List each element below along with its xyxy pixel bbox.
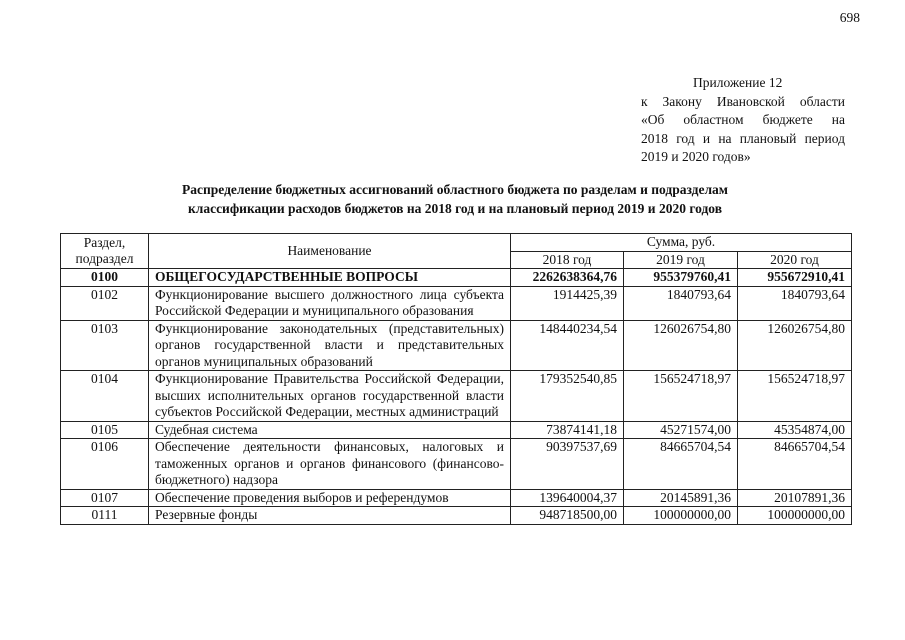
document-title-line: классификации расходов бюджетов на 2018 год и на плановый период 2019 и 2020 годов bbox=[187, 201, 723, 216]
appendix-line: «Об областном бюджете на bbox=[641, 112, 845, 127]
cell-name: Судебная система bbox=[149, 421, 511, 439]
cell-2019: 45271574,00 bbox=[624, 421, 738, 439]
cell-2019: 100000000,00 bbox=[624, 507, 738, 525]
table-row bbox=[61, 439, 852, 490]
table-row bbox=[61, 269, 852, 287]
cell-2020: 126026754,80 bbox=[738, 320, 852, 371]
cell-2019: 156524718,97 bbox=[624, 371, 738, 422]
cell-name: Резервные фонды bbox=[149, 507, 511, 525]
cell-2018: 90397537,69 bbox=[511, 439, 624, 490]
header-sum: Сумма, руб. bbox=[511, 234, 852, 252]
cell-code: 0102 bbox=[61, 286, 149, 320]
cell-2018: 2262638364,76 bbox=[511, 269, 624, 287]
cell-2018: 148440234,54 bbox=[511, 320, 624, 371]
cell-2020: 156524718,97 bbox=[738, 371, 852, 422]
table-row bbox=[61, 371, 852, 422]
cell-name: Обеспечение проведения выборов и референдумов bbox=[149, 489, 511, 507]
table-body bbox=[61, 269, 852, 525]
cell-name: ОБЩЕГОСУДАРСТВЕННЫЕ ВОПРОСЫ bbox=[149, 269, 511, 287]
appendix-line: к Закону Ивановской области bbox=[641, 93, 845, 109]
budget-table bbox=[60, 233, 852, 525]
cell-2018: 73874141,18 bbox=[511, 421, 624, 439]
table-row bbox=[61, 507, 852, 525]
cell-2019: 126026754,80 bbox=[624, 320, 738, 371]
cell-code: 0104 bbox=[61, 371, 149, 422]
cell-code: 0106 bbox=[61, 439, 149, 490]
cell-2020: 84665704,54 bbox=[738, 439, 852, 490]
cell-name: Функционирование Правительства Российской Федерации, высших исполнительных органов государственной власти субъектов Российской Федерации, местных администраций bbox=[149, 371, 511, 422]
cell-code: 0105 bbox=[61, 421, 149, 439]
cell-2019: 955379760,41 bbox=[624, 269, 738, 287]
header-name: Наименование bbox=[149, 234, 511, 269]
table-row bbox=[61, 421, 852, 439]
cell-2018: 179352540,85 bbox=[511, 371, 624, 422]
cell-code: 0100 bbox=[61, 269, 149, 287]
table-row bbox=[61, 286, 852, 320]
cell-code: 0103 bbox=[61, 320, 149, 371]
page-number: 698 bbox=[839, 10, 860, 25]
appendix-line: 2018 год и на плановый период bbox=[641, 130, 845, 146]
appendix-line: 2019 и 2020 годов» bbox=[641, 149, 751, 164]
cell-2020: 20107891,36 bbox=[738, 489, 852, 507]
document-title-line: Распределение бюджетных ассигнований областного бюджета по разделам и подразделам bbox=[182, 182, 728, 197]
header-year-2019: 2019 год bbox=[624, 251, 738, 269]
cell-2020: 1840793,64 bbox=[738, 286, 852, 320]
cell-2019: 20145891,36 bbox=[624, 489, 738, 507]
cell-code: 0111 bbox=[61, 507, 149, 525]
cell-2019: 84665704,54 bbox=[624, 439, 738, 490]
cell-2018: 1914425,39 bbox=[511, 286, 624, 320]
cell-2018: 948718500,00 bbox=[511, 507, 624, 525]
header-code: Раздел, подраздел bbox=[61, 234, 149, 269]
cell-code: 0107 bbox=[61, 489, 149, 507]
cell-2019: 1840793,64 bbox=[624, 286, 738, 320]
cell-2020: 955672910,41 bbox=[738, 269, 852, 287]
cell-2018: 139640004,37 bbox=[511, 489, 624, 507]
cell-2020: 100000000,00 bbox=[738, 507, 852, 525]
cell-2020: 45354874,00 bbox=[738, 421, 852, 439]
cell-name: Функционирование законодательных (представительных) органов государственной власти и представительных органов муниципальных образований bbox=[149, 320, 511, 371]
cell-name: Обеспечение деятельности финансовых, налоговых и таможенных органов и органов финансового (финансово-бюджетного) надзора bbox=[149, 439, 511, 490]
appendix-note bbox=[641, 74, 845, 167]
header-year-2020: 2020 год bbox=[738, 251, 852, 269]
table-row bbox=[61, 489, 852, 507]
appendix-line: Приложение 12 bbox=[693, 75, 783, 90]
document-title bbox=[60, 180, 850, 218]
table-row bbox=[61, 320, 852, 371]
cell-name: Функционирование высшего должностного лица субъекта Российской Федерации и муниципального образования bbox=[149, 286, 511, 320]
header-year-2018: 2018 год bbox=[511, 251, 624, 269]
